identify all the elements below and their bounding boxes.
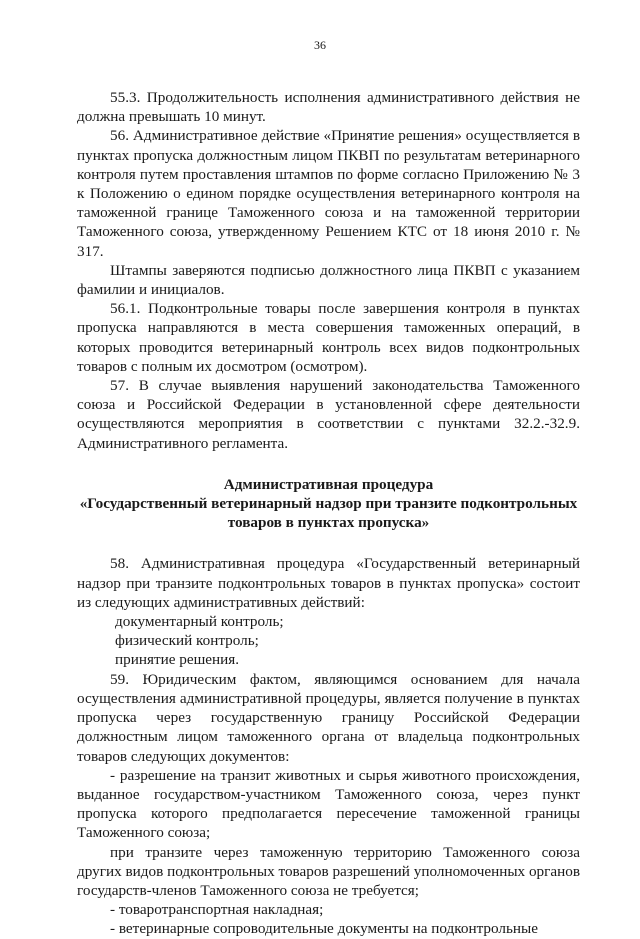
paragraph-stamps: Штампы заверяются подписью должностного лица ПКВП с указанием фамилии и инициалов. (77, 261, 580, 299)
section-heading-subtitle: «Государственный ветеринарный надзор при транзите подконтрольных товаров в пунктах пропуска» (79, 495, 578, 532)
paragraph-55-3: 55.3. Продолжительность исполнения административного действия не должна превышать 10 минут. (77, 89, 580, 126)
list-item-documentary-control: документарный контроль; (115, 613, 284, 631)
document-item-vet-docs: - ветеринарные сопроводительные документы на подконтрольные (110, 920, 538, 938)
paragraph-56-1: 56.1. Подконтрольные товары после завершения контроля в пунктах пропуска направляются в места совершения таможенных операций, в которых проводится ветеринарный контроль всех видов подконтрольных товаров с полным их досмотром (осмотром). (77, 300, 580, 375)
section-heading-title: Административная процедура (223, 475, 434, 493)
list-item-decision: принятие решения. (115, 651, 240, 669)
spacer (77, 453, 580, 475)
paragraph-59: 59. Юридическим фактом, являющимся основанием для начала осуществления административной процедуры, является получение в пунктах пропуска через государственную границу Российской Федерации должностным лицом таможенного органа от владельца подконтрольных товаров следующих документов: (77, 670, 580, 765)
page-number: 36 (314, 38, 326, 52)
paragraph-58: 58. Административная процедура «Государственный ветеринарный надзор при транзите подконтрольных товаров в пунктах пропуска» состоит из следующих административных действий: (77, 555, 580, 611)
document-body (77, 88, 580, 939)
paragraph-56: 56. Административное действие «Принятие решения» осуществляется в пунктах пропуска должностным лицом ПКВП по результатам ветеринарного контроля путем проставления штампов по форме согласно Приложению № 3 к Положению о едином порядке осуществления ветеринарного контроля на таможенной границе Таможенного союза и на таможенной территории Таможенного союза, утвержденному Решением КТС от 18 июня 2010 г. № 317. (77, 127, 580, 260)
document-item-waybill: - товаротранспортная накладная; (110, 901, 324, 919)
list-item-physical-control: физический контроль; (115, 632, 259, 650)
paragraph-57: 57. В случае выявления нарушений законодательства Таможенного союза и Российской Федерации в установленной сфере деятельности осуществляются мероприятия в соответствии с пунктами 32.2.-32.9. Административного регламента. (77, 377, 580, 452)
paragraph-transit-note: при транзите через таможенную территорию Таможенного союза других видов подконтрольных товаров разрешений уполномоченных органов государств-членов Таможенного союза не требуется; (77, 843, 580, 899)
spacer (77, 532, 580, 554)
document-item-transit-permit: - разрешение на транзит животных и сырья животного происхождения, выданное государством-участником Таможенного союза, через пункт пропуска которого предполагается пересечение таможенной границы Таможенного союза; (77, 766, 580, 842)
